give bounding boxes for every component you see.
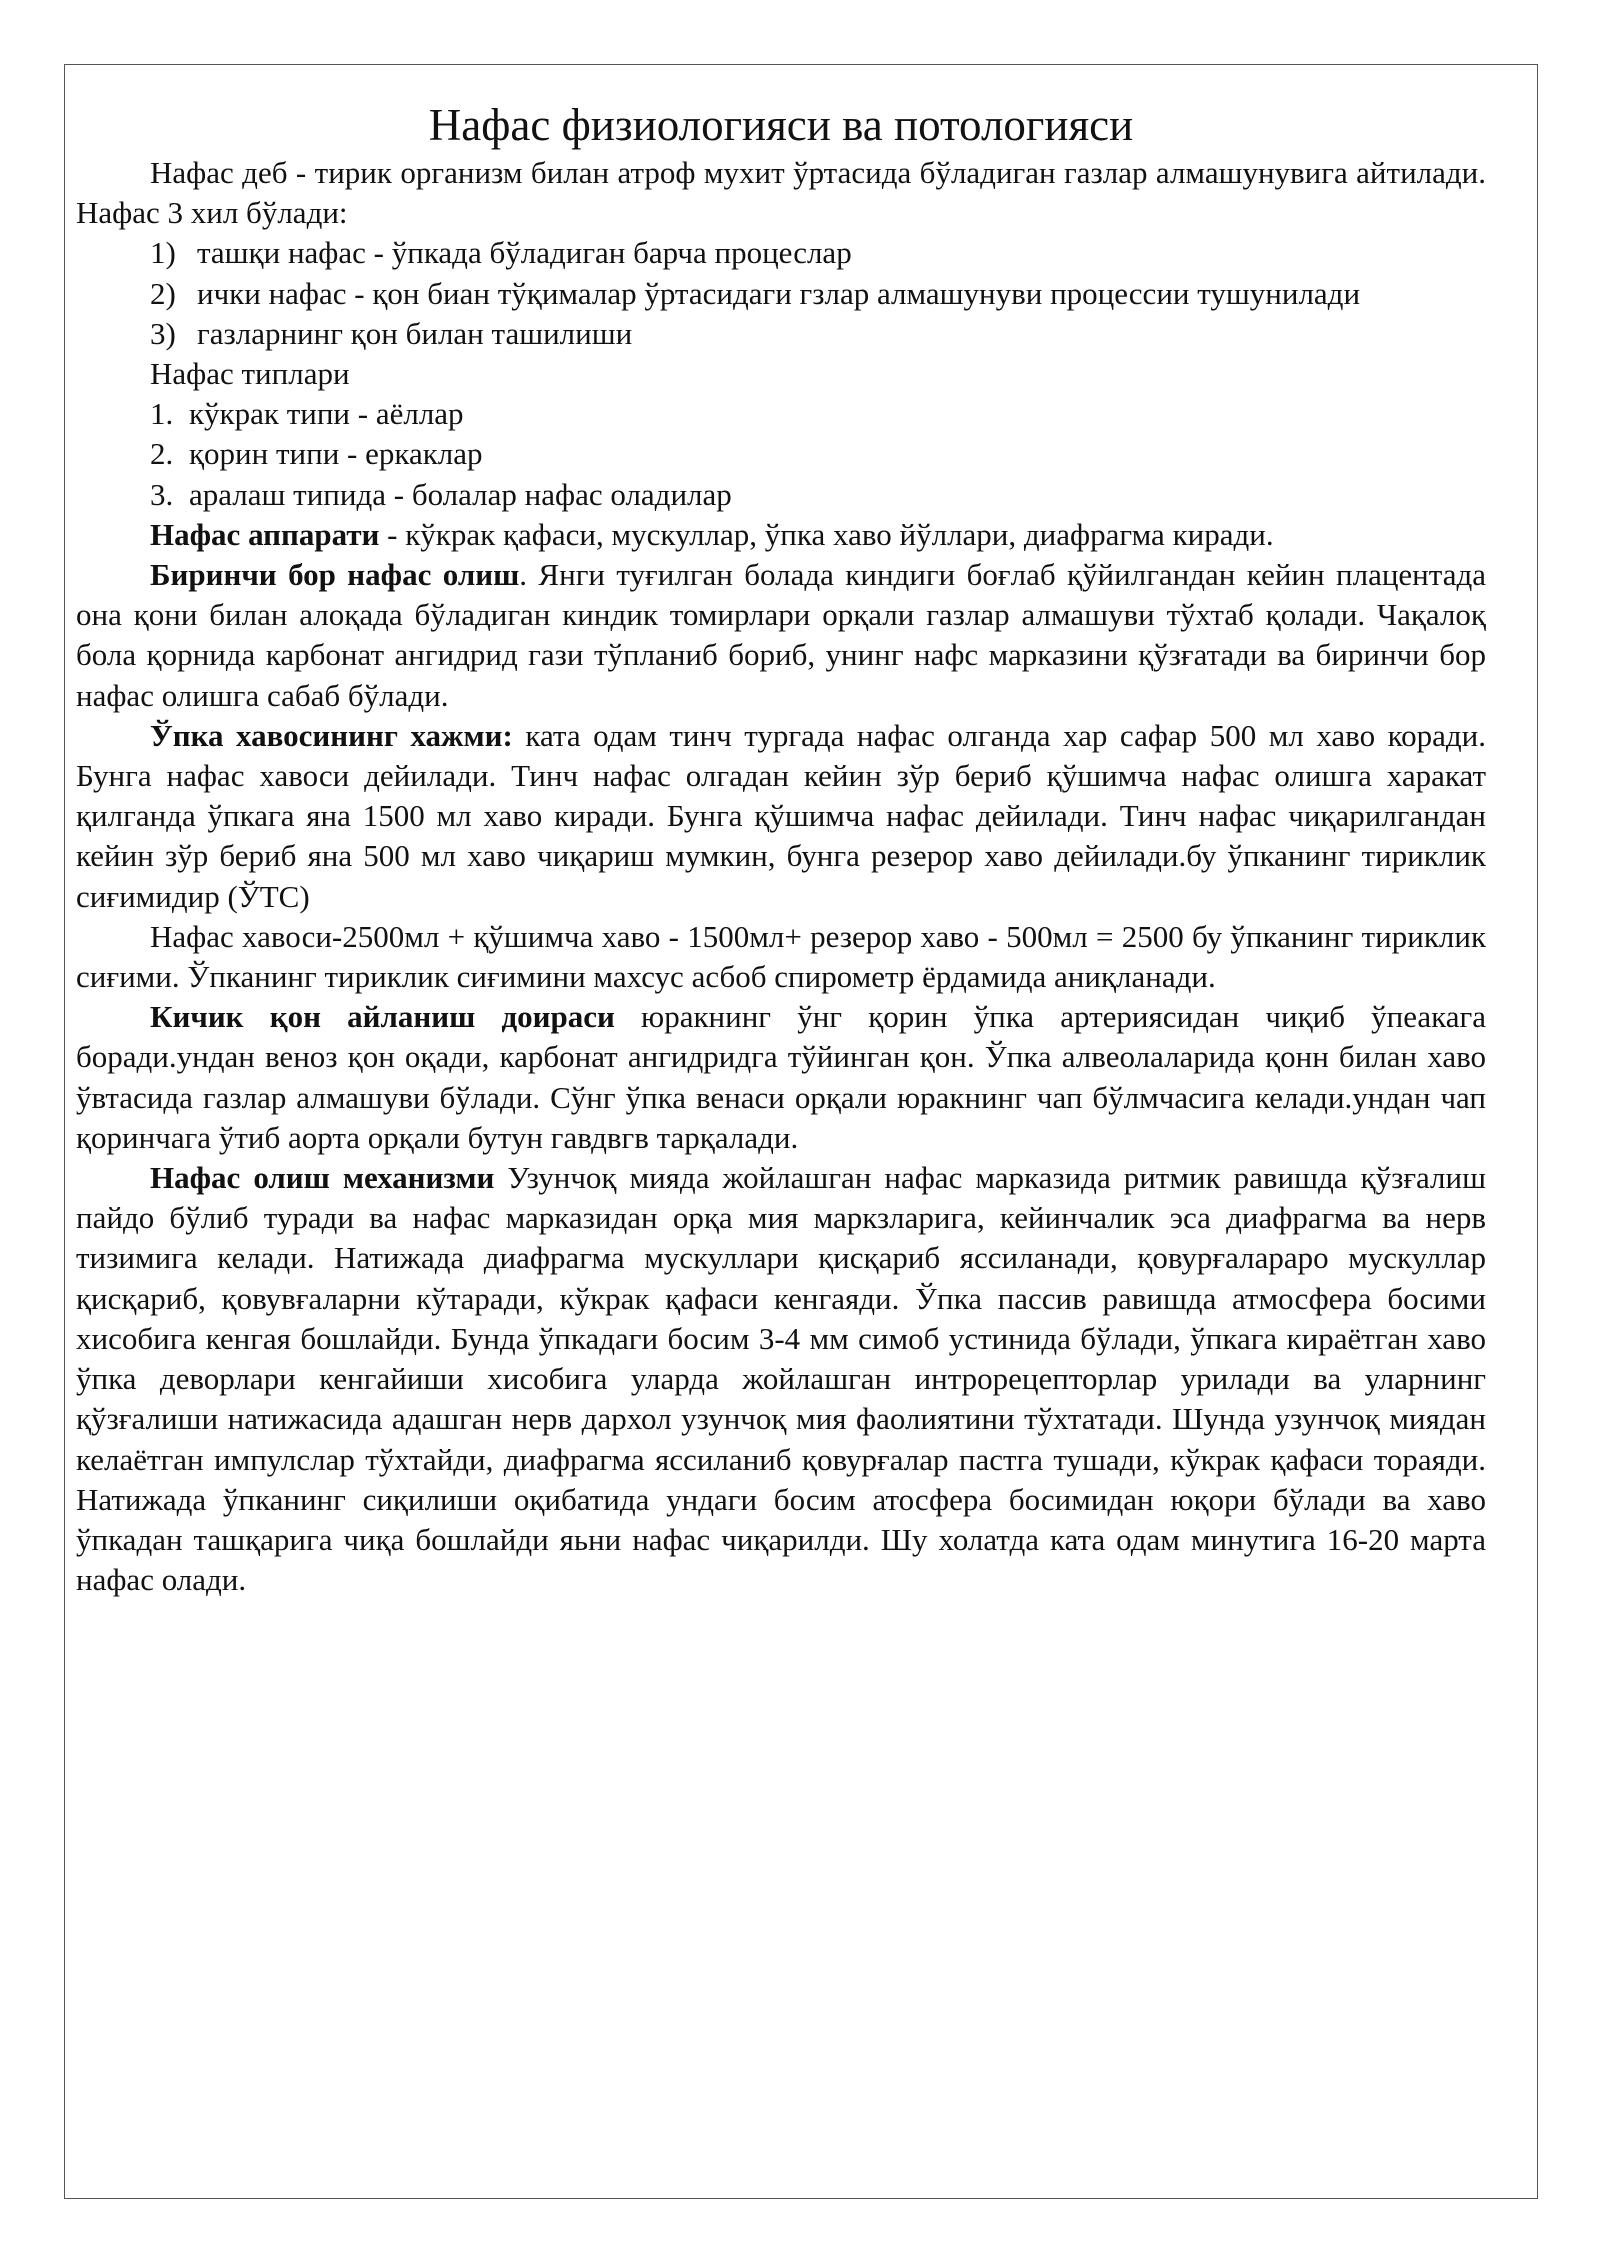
list-marker: 3. xyxy=(150,476,174,512)
apparatus-term: Нафас аппарати xyxy=(150,516,380,552)
first-breath-term: Биринчи бор нафас олиш xyxy=(150,557,520,593)
small-circulation-text: юракнинг ўнг қорин ўпка артериясидан чиқиб ўпеакага боради.ундан веноз қон оқади, карбонат ангидридга тўйинган қон. Ўпка алвеолаларида қонн билан хаво ўвтасида газлар алмашуви бўлади. Сўнг ўпка венаси орқали юракнинг чап бўлмчасига келади.ундан чап қоринчага ўтиб аорта орқали бутун гавдвгв тарқалади. xyxy=(76,999,1486,1155)
list-item-text: кўкрак типи - аёллар xyxy=(189,396,464,432)
document-title: Нафас физиологияси ва потологияси xyxy=(428,100,1134,150)
list-item-text: аралаш типида - болалар нафас оладилар xyxy=(189,476,732,512)
small-circulation-paragraph xyxy=(76,997,1486,1158)
list-marker: 2) xyxy=(150,275,176,311)
vital-capacity-paragraph: Нафас хавоси-2500мл + қўшимча хаво - 1500мл+ резерор хаво - 500мл = 2500 бу ўпканинг тириклик сиғими. Ўпканинг тириклик сиғимини махсус асбоб спирометр ёрдамида аниқланади. xyxy=(76,918,1486,995)
list-item xyxy=(76,394,1486,434)
lung-volume-text: ката одам тинч тургада нафас олганда хар сафар 500 мл хаво коради. Бунга нафас хавоси дейилади. Тинч нафас олгадан кейин зўр бериб қўшимча нафас олишга харакат қилганда ўпкага яна 1500 мл хаво киради. Бунга қўшимча нафас дейилади. Тинч нафас чиқарилгандан кейин зўр бериб яна 500 мл хаво чиқариш мумкин, бунга резерор хаво дейилади.бу ўпканинг тириклик сиғимидир (ЎТС) xyxy=(76,717,1486,914)
apparatus-text: - кўкрак қафаси, мускуллар, ўпка хаво йўллари, диафрагма киради. xyxy=(379,516,1274,552)
list-item xyxy=(76,314,1486,354)
list-item xyxy=(76,233,1486,273)
mechanism-term: Нафас олиш механизми xyxy=(150,1160,495,1196)
first-breath-paragraph xyxy=(76,555,1486,716)
breathing-kinds-list xyxy=(76,233,1486,354)
list-item-text: газларнинг қон билан ташилиши xyxy=(197,315,633,351)
list-marker: 2. xyxy=(150,436,174,472)
apparatus-paragraph xyxy=(76,515,1486,555)
mechanism-paragraph xyxy=(76,1158,1486,1600)
list-item xyxy=(76,475,1486,515)
document-body xyxy=(76,98,1486,1600)
small-circulation-term: Кичик қон айланиш доираси xyxy=(150,999,615,1035)
types-heading: Нафас типлари xyxy=(150,356,350,392)
intro-paragraph: Нафас деб - тирик организм билан атроф мухит ўртасида бўладиган газлар алмашунувига айтилади. Нафас 3 хил бўлади: xyxy=(76,155,1486,231)
first-breath-text: . Янги туғилган болада киндиги боғлаб қўйилгандан кейин плацентада она қони билан алоқада бўладиган киндик томирлари орқали газлар алмашуви тўхтаб қолади. Чақалоқ бола қорнида карбонат ангидрид гази тўпланиб бориб, унинг нафс марказини қўзғатади ва биринчи бор нафас олишга сабаб бўлади. xyxy=(76,557,1486,713)
lung-volume-paragraph xyxy=(76,716,1486,917)
mechanism-text: Узунчоқ мияда жойлашган нафас марказида ритмик равишда қўзғалиш пайдо бўлиб туради ва нафас марказидан орқа мия маркзларига, кейинчалик эса диафрагма ва нерв тизимига келади. Натижада диафрагма мускуллари қисқариб яссиланади, қовурғалараро мускуллар қисқариб, қовувғаларни кўтаради, кўкрак қафаси кенгаяди. Ўпка пассив равишда атмосфера босими хисобига кенгая бошлайди. Бунда ўпкадаги босим 3-4 мм симоб устинида бўлади, ўпкага кираётган хаво ўпка деворлари кенгайиши хисобига уларда жойлашган интрорецепторлар урилади ва уларнинг қўзғалиши натижасида адашган нерв дархол узунчоқ мия фаолиятини тўхтатади. Шунда узунчоқ миядан келаётган импулслар тўхтайди, диафрагма яссиланиб қовурғалар пастга тушади, кўкрак қафаси тораяди. Натижада ўпканинг сиқилиши оқибатида ундаги босим атосфера босимидан юқори бўлади ва хаво ўпкадан ташқарига чиқа бошлайди яьни нафас чиқарилди. Шу холатда ката одам минутига 16-20 марта нафас олади. xyxy=(76,1160,1486,1598)
list-item xyxy=(76,274,1486,314)
list-item xyxy=(76,434,1486,474)
lung-volume-term: Ўпка хавосининг хажми: xyxy=(150,717,513,753)
list-item-text: ички нафас - қон биан тўқималар ўртасидаги гзлар алмашунуви процессии тушунилади xyxy=(197,275,1361,311)
list-marker: 1. xyxy=(150,396,174,432)
list-item-text: қорин типи - еркаклар xyxy=(189,436,483,472)
list-marker: 1) xyxy=(150,235,176,271)
breathing-types-list xyxy=(76,394,1486,515)
list-item-text: ташқи нафас - ўпкада бўладиган барча процеслар xyxy=(197,235,852,271)
list-marker: 3) xyxy=(150,315,176,351)
